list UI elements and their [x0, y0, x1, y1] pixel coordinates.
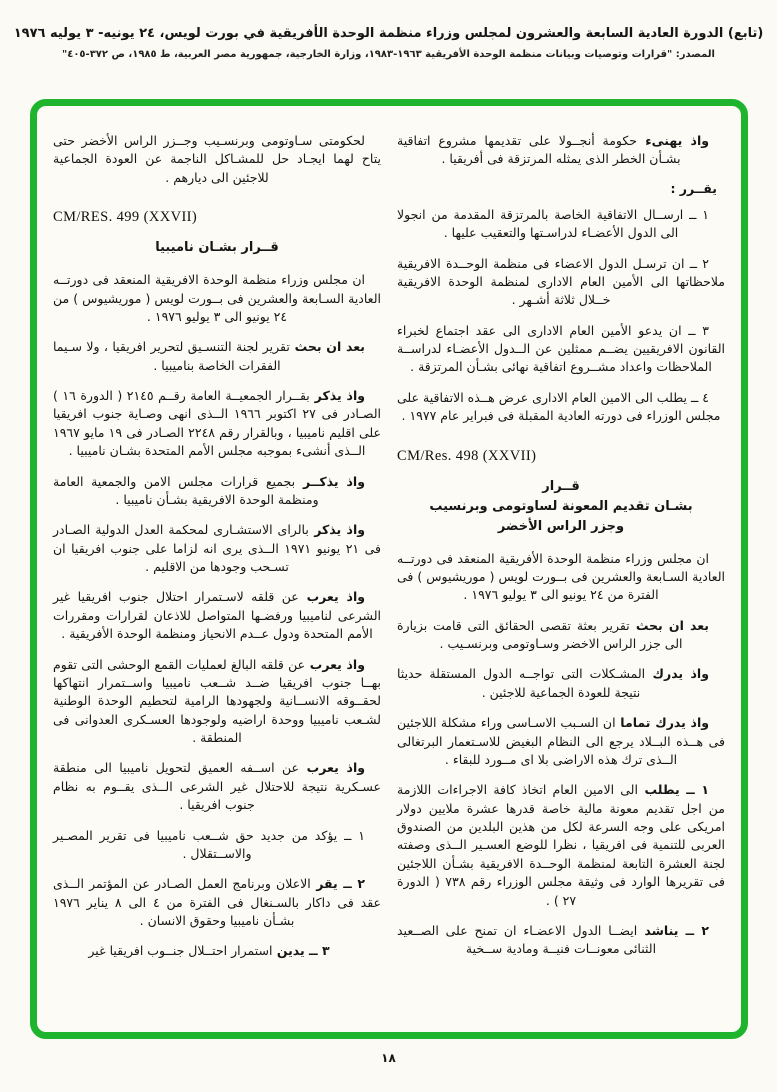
paragraph: ٢ ــ ان ترسـل الدول الاعضاء فى منظمة الوحــدة الافريقية ملاحظاتها الى الأمين العام الادارى لمنظمة الوحدة الافريقية خــلال ثلاثة أشـهر .: [397, 255, 725, 308]
resolution-title: بشـان تقديم المعونة لساوتومى وبرنسيب: [429, 498, 693, 514]
paragraph-lead: واذ يذكــر: [295, 473, 365, 489]
paragraph: ١ ــ يطلب الى الامين العام اتخاذ كافة الاجراءات اللازمة من اجل تقديم معونة مالية خاصة قدرها عشرة ملايين دولار امريكى على وجه السرعة لكل من هذين البلدين من الصندوق العربى للتنمية فى افريقيا ، نظرا للوضع العسـير الــذى وصفته لجنة العشرة التابعة لمنظمة الوحــدة الافريقية بشـأن اللاجئين فى تقريرها الوارد فى وثيقة مجلس الوزراء رقم ٧٣٨ ( الدورة ٢٧ ) .: [397, 782, 725, 908]
document-header: [10, 26, 767, 60]
resolution-title: قــرار: [542, 478, 580, 494]
paragraph-lead: واذ يذكر: [308, 522, 366, 538]
paragraph: بعد ان بحث تقرير لجنة التنسـيق لتحرير افريقيا ، ولا سـيما الفقرات الخاصة بناميبيا .: [53, 339, 365, 373]
paragraph-lead: بعد ان بحث: [289, 339, 365, 355]
decides-label: يقــرر :: [670, 180, 717, 196]
paragraph: بعد ان بحث تقرير بعثة تقصى الحقائق التى قامت بزيارة الى جزر الراس الاخضر وسـاوتومى وبرنسـيب .: [397, 617, 709, 651]
resolution-title: وجزر الراس الأخضر: [497, 518, 625, 534]
paragraph: ٢ ــ يقر الاعلان وبرنامج العمل الصـادر عن المؤتمر الــذى عقد فى داكار بالسـنغال فى الفترة من ٤ الى ٨ يناير ١٩٧٦ بشـأن ناميبيا وحقوق الانسان .: [53, 876, 381, 928]
two-column-layout: [37, 106, 741, 1032]
paragraph: ان مجلس وزراء منظمة الوحدة الأفريقية المنعقد فى دورتــه العادية السـابعة والعشرين فى بــورت لويس ( موريشيوس ) فى الفترة من ٢٤ يونيو الى ٣ يوليو ١٩٧٦ .: [397, 550, 725, 603]
paragraph-lead: ٢ ــ يناشد: [637, 922, 709, 938]
paragraph: واذ يدرك المشـكلات التى تواجــه الدول المستقلة حديثا نتيجة للعودة الجماعية للاجئين .: [397, 666, 709, 700]
paragraph: ٤ ــ يطلب الى الامين العام الادارى عرض هــذه الاتفاقية على مجلس الوزراء فى دورته العادية المقبلة فى فبراير عام ١٩٧٧ .: [397, 389, 721, 424]
resolution-code: CM/Res. 498 (XXVII): [397, 447, 537, 464]
column-right: [397, 132, 725, 1024]
resolution-code: CM/RES. 499 (XXVII): [53, 209, 198, 226]
paragraph-lead: واذ يذكر: [309, 388, 365, 403]
paragraph-lead: واذ يعرب: [298, 589, 365, 605]
paragraph-lead: واذ يعرب: [298, 760, 366, 776]
paragraph: ١ ــ يؤكد من جديد حق شــعب ناميبيا فى تقرير المصـير والاســتقلال .: [53, 827, 365, 861]
paragraph-lead: واذ يدرك: [645, 666, 709, 682]
paragraph: ان مجلس وزراء منظمة الوحدة الافريقية المنعقد فى دورتــه العادية السـابعة والعشرين فى بــورت لويس ( موريشيوس ) من ٢٤ يونيو الى ٣ يوليو ١٩٧٦ .: [53, 272, 381, 324]
paragraph-lead: ١ ــ يطلب: [637, 782, 709, 798]
paragraph: واذ يذكــر بجميع قرارات مجلس الامن والجمعية العامة ومنظمة الوحدة الافريقية بشـأن ناميبيا .: [53, 473, 365, 507]
paragraph-lead: واذ يهنىء: [637, 133, 709, 148]
paragraph: واذ يهنىء حكومة أنجــولا على تقديمها مشروع اتفاقية بشـأن الخطر الذى يمثله المرتزقة فى أفريقيا .: [397, 133, 709, 167]
paragraph-lead: واذ يدرك تماما: [615, 715, 710, 731]
paragraph: واذ يذكر بقــرار الجمعيــة العامة رقــم ٢١٤٥ ( الدورة ١٦ ) الصـادر فى ٢٧ اكتوبر ١٩٦٦ الــذى انهى وصـاية جنوب افريقيا على اقليم ناميبيا ، وبالقرار رقم ٢٢٤٨ الصـادر فى ١٩ مايو ١٩٦٧ الــذى أنشىء بموجبه مجلس الأمم المتحدة بشـان ناميبيا .: [53, 388, 381, 459]
paragraph-lead: واذ يعرب: [305, 656, 365, 672]
paragraph: واذ يذكر بالراى الاستشـارى لمحكمة العدل الدولية الصـادر فى ٢١ يونيو ١٩٧١ الــذى يرى انه لزاما على جنوب افريقيا ان تسـحب وجودها من الاقليم .: [53, 522, 381, 574]
paragraph: واذ يعرب عن قلقه البالغ لعمليات القمع الوحشى التى تقوم بهــا جنوب افريقيا ضــد شــعب ناميبيا واســتمرار انتهاكها لحقــوقه الانســانية ولجهودها الرامية لتحطيم الوحدة الوطنية لشـعب ناميبيا ووحدة اراضيه ولوجودها العسـكرى العدوانى فى المنطقة .: [53, 656, 381, 745]
source-citation: المصدر: "قرارات وتوصيات وبيانات منظمة الوحدة الأفريقية ١٩٦٣-١٩٨٣، وزارة الخارجية، جمهورية مصر العربية، ط ١٩٨٥، ص ٣٧٢-٤٠٥": [62, 49, 715, 60]
paragraph-lead: ٢ ــ يقر: [310, 876, 365, 892]
paragraph: واذ يعرب عن اســفه العميق لتحويل ناميبيا الى منطقة عسـكرية نتيجة للاحتلال غير الشرعى الــذى يقــوم به نظام جنوب افريقيا .: [53, 760, 381, 813]
paragraph-lead: بعد ان بحث: [629, 617, 709, 633]
content-frame: [30, 99, 748, 1039]
paragraph-lead: ٣ ــ يدين: [272, 943, 330, 959]
paragraph: ٣ ــ يدين استمرار احتــلال جنــوب افريقيا غير: [88, 943, 330, 959]
page-number: ١٨: [381, 1051, 396, 1065]
paragraph: ٢ ــ يناشد ايضــا الدول الاعضـاء ان تمنح على الصــعيد الثنائى معونــات فنيــة ومادية ســخية: [397, 922, 709, 957]
column-left: [53, 132, 381, 1024]
session-title: (تابع) الدورة العادية السابعة والعشرون لمجلس وزراء منظمة الوحدة الأفريقية في بورت لويس، ٢٤ يونيه- ٣ يوليه ١٩٧٦: [13, 26, 764, 41]
paragraph: واذ يدرك تماما ان السـبب الاسـاسى وراء مشكلة اللاجئين فى هــذه البــلاد يرجع الى النظام البغيض للاسـتعمار البرتغالى الــذى ترك هذه الاراضى بلا اى مــورد للبقاء .: [397, 715, 725, 767]
paragraph: واذ يعرب عن قلقه لاسـتمرار احتلال جنوب افريقيا غير الشرعى لناميبيا ورفضـها المتواصل للاذعان لقرارات ومقررات الأمم المتحدة ودول عــدم الانحياز ومنظمة الوحدة الأفريقية .: [53, 589, 381, 642]
paragraph: ٣ ــ ان يدعو الأمين العام الادارى الى عقد اجتماع لخبراء القانون الافريقيين يضــم ممثلين عن الــدول الأعضـاء لدراســة الملاحظات واعداد مشــروع اتفاقية نهائى بشـأن المرتزقة .: [397, 322, 725, 375]
resolution-title: قــرار بشـان ناميبيا: [155, 240, 279, 256]
paragraph: لحكومتى سـاوتومى وبرنسـيب وجــزر الراس الأخضر حتى يتاح لهما ايجـاد حل للمشـاكل الناجمة عن العودة الجماعية للاجئين الى ديارهم .: [53, 133, 381, 185]
paragraph: ١ ــ ارســال الاتفاقية الخاصة بالمرتزقة المقدمة من انجولا الى الدول الأعضـاء لدراسـتها والتعقيب عليها .: [397, 206, 709, 241]
